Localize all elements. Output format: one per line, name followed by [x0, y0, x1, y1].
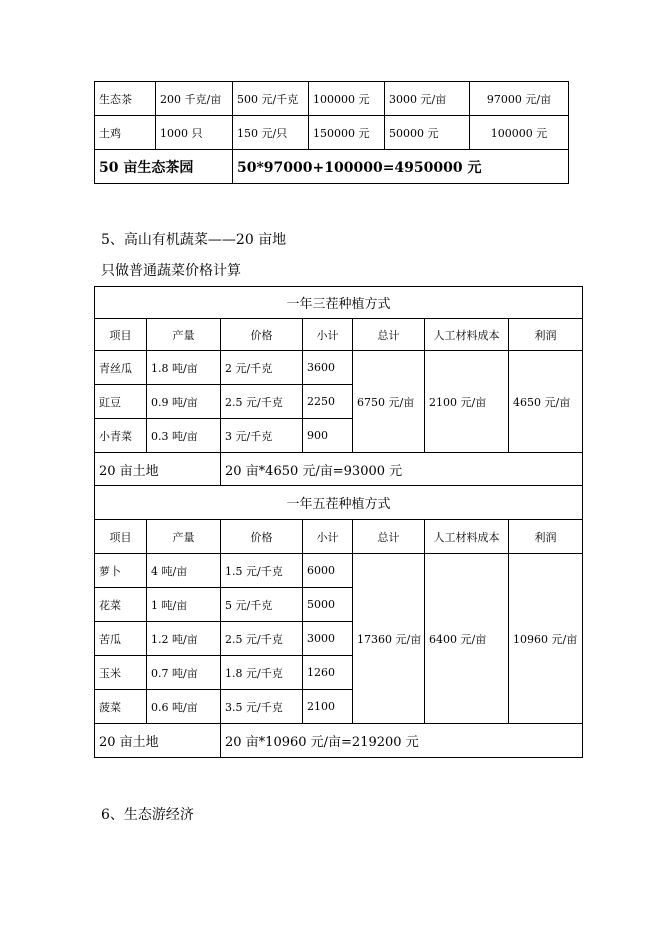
subtotal-cell: 3600 [303, 351, 353, 385]
plan2-profit: 10960 元/亩 [509, 554, 583, 724]
table-row [95, 82, 569, 116]
yield-cell: 0.7 吨/亩 [147, 656, 221, 690]
price-cell: 2 元/千克 [221, 351, 303, 385]
yield-cell: 1.2 吨/亩 [147, 622, 221, 656]
table-row [95, 351, 583, 385]
col-header-yield: 产量 [147, 520, 221, 554]
plan1-total: 6750 元/亩 [353, 351, 425, 453]
col-header-price: 价格 [221, 319, 303, 351]
section5-heading: 5、高山有机蔬菜——20 亩地 [101, 232, 287, 248]
col-header-subtotal: 小计 [303, 520, 353, 554]
yield-cell: 4 吨/亩 [147, 554, 221, 588]
subtotal-cell: 3000 [303, 622, 353, 656]
yield-cell: 1000 只 [156, 116, 233, 150]
price-cell: 2.5 元/千克 [221, 385, 303, 419]
plan2-title-row [95, 486, 583, 520]
profit-cell: 97000 元/亩 [470, 82, 569, 116]
price-cell: 150 元/只 [233, 116, 309, 150]
summary-value: 50*97000+100000=4950000 元 [233, 150, 569, 184]
item-cell: 菠菜 [95, 690, 147, 724]
col-header-total: 总计 [353, 520, 425, 554]
col-header-subtotal: 小计 [303, 319, 353, 351]
subtotal-cell: 150000 元 [309, 116, 385, 150]
table-row [95, 554, 583, 588]
plan2-title: 一年五茬种植方式 [95, 486, 583, 520]
yield-cell: 0.9 吨/亩 [147, 385, 221, 419]
yield-cell: 0.3 吨/亩 [147, 419, 221, 453]
col-header-cost: 人工材料成本 [425, 520, 509, 554]
item-cell: 生态茶 [95, 82, 156, 116]
price-cell: 3 元/千克 [221, 419, 303, 453]
plan1-title: 一年三茬种植方式 [95, 287, 583, 319]
item-cell: 土鸡 [95, 116, 156, 150]
section5-subheading: 只做普通蔬菜价格计算 [101, 263, 241, 279]
plan2-land-label: 20 亩土地 [95, 724, 221, 758]
profit-cell: 100000 元 [470, 116, 569, 150]
col-header-cost: 人工材料成本 [425, 319, 509, 351]
col-header-total: 总计 [353, 319, 425, 351]
header-row [95, 520, 583, 554]
tea-table [94, 81, 569, 184]
plan1-cost: 2100 元/亩 [425, 351, 509, 453]
plan1-profit: 4650 元/亩 [509, 351, 583, 453]
subtotal-cell: 5000 [303, 588, 353, 622]
subtotal-cell: 900 [303, 419, 353, 453]
price-cell: 1.8 元/千克 [221, 656, 303, 690]
cost-cell: 3000 元/亩 [385, 82, 470, 116]
subtotal-cell: 1260 [303, 656, 353, 690]
col-header-item: 项目 [95, 520, 147, 554]
yield-cell: 0.6 吨/亩 [147, 690, 221, 724]
subtotal-cell: 2250 [303, 385, 353, 419]
plan2-cost: 6400 元/亩 [425, 554, 509, 724]
col-header-yield: 产量 [147, 319, 221, 351]
header-row [95, 319, 583, 351]
item-cell: 豇豆 [95, 385, 147, 419]
price-cell: 5 元/千克 [221, 588, 303, 622]
item-cell: 玉米 [95, 656, 147, 690]
plan1-title-row [95, 287, 583, 319]
item-cell: 花菜 [95, 588, 147, 622]
yield-cell: 200 千克/亩 [156, 82, 233, 116]
col-header-item: 项目 [95, 319, 147, 351]
plan2-land-value: 20 亩*10960 元/亩=219200 元 [221, 724, 583, 758]
cost-cell: 50000 元 [385, 116, 470, 150]
plan2-land-row [95, 724, 583, 758]
col-header-profit: 利润 [509, 520, 583, 554]
price-cell: 1.5 元/千克 [221, 554, 303, 588]
item-cell: 萝卜 [95, 554, 147, 588]
col-header-profit: 利润 [509, 319, 583, 351]
plan1-land-label: 20 亩土地 [95, 453, 221, 486]
summary-label: 50 亩生态茶园 [95, 150, 233, 184]
table-row [95, 116, 569, 150]
veg-table [94, 286, 583, 758]
item-cell: 青丝瓜 [95, 351, 147, 385]
price-cell: 3.5 元/千克 [221, 690, 303, 724]
section6-heading: 6、生态游经济 [101, 807, 194, 823]
plan1-land-value: 20 亩*4650 元/亩=93000 元 [221, 453, 583, 486]
subtotal-cell: 2100 [303, 690, 353, 724]
plan1-land-row [95, 453, 583, 486]
subtotal-cell: 6000 [303, 554, 353, 588]
price-cell: 2.5 元/千克 [221, 622, 303, 656]
col-header-price: 价格 [221, 520, 303, 554]
subtotal-cell: 100000 元 [309, 82, 385, 116]
yield-cell: 1.8 吨/亩 [147, 351, 221, 385]
price-cell: 500 元/千克 [233, 82, 309, 116]
item-cell: 小青菜 [95, 419, 147, 453]
plan2-total: 17360 元/亩 [353, 554, 425, 724]
item-cell: 苦瓜 [95, 622, 147, 656]
summary-row [95, 150, 569, 184]
yield-cell: 1 吨/亩 [147, 588, 221, 622]
